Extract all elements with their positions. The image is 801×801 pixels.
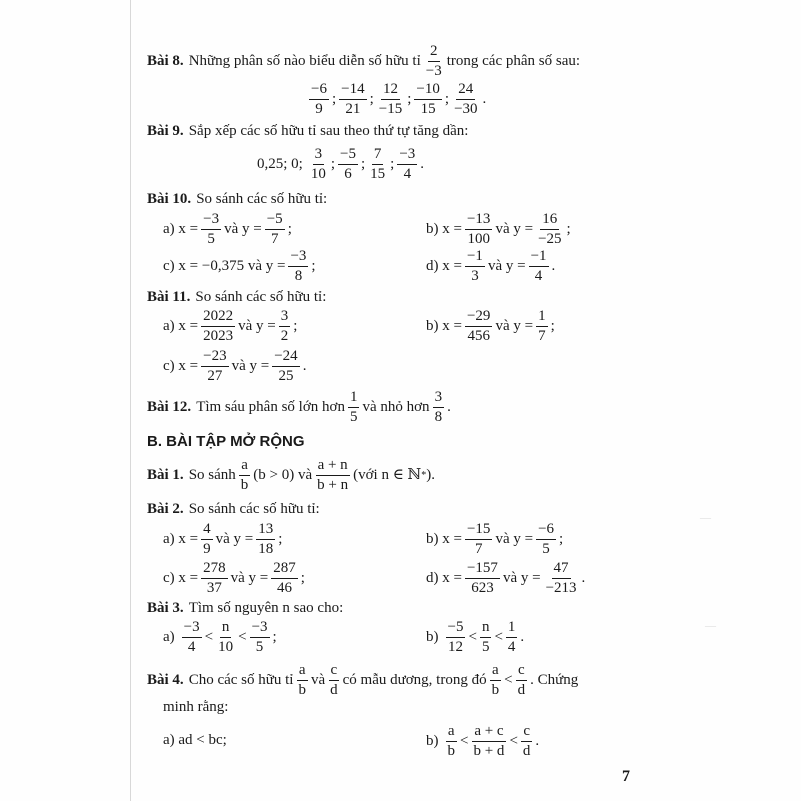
fraction: $\frac{-5}{12}$ [447, 619, 464, 655]
exercise-11-heading: Bài 11. So sánh các số hữu tỉ: [147, 289, 327, 305]
fraction: $\frac{12}{-15}$ [378, 81, 403, 117]
fraction: $\frac{a + n}{b + n}$ [317, 457, 349, 493]
fraction: $\frac{a}{b}$ [491, 662, 500, 698]
fraction: $\frac{-24}{25}$ [274, 348, 298, 384]
fraction: $\frac{-5}{7}$ [266, 211, 283, 247]
fraction: $\frac{-3}{8}$ [290, 248, 307, 284]
exercise-10b: b) x = $\frac{-13}{100}$ và y = $\frac{16}{-25}$ ; [426, 211, 571, 247]
fraction: $\frac{-29}{456}$ [466, 308, 491, 344]
exercise-12: Bài 12. Tìm sáu phân số lớn hơn $\frac{1}{5}$ và nhỏ hơn $\frac{3}{8}$ . [147, 389, 451, 425]
exercise-11a: a) x = $\frac{2022}{2023}$ và y = $\frac{3}{2}$ ; [163, 308, 298, 344]
fraction: $\frac{3}{8}$ [434, 389, 443, 425]
fraction: $\frac{3}{10}$ [310, 146, 326, 182]
ext-exercise-1: Bài 1. So sánh $\frac{a}{b}$ (b > 0) và $\frac{a + n}{b + n}$ (với n ∈ ℕ * ). [147, 457, 436, 493]
ext-exercise-3-heading: Bài 3. Tìm số nguyên n sao cho: [147, 600, 344, 616]
fraction: $\frac{c}{d}$ [330, 662, 338, 698]
fraction: $\frac{-23}{27}$ [203, 348, 227, 384]
ext-exercise-4-line2: minh rằng: [163, 699, 229, 715]
fraction: $\frac{-6}{9}$ [311, 81, 327, 117]
fraction: $\frac{-10}{15}$ [416, 81, 440, 117]
fraction: $\frac{-3}{4}$ [399, 146, 416, 182]
ext-exercise-4a: a) ad < bc; [163, 732, 227, 748]
ext-exercise-4-heading: Bài 4. Cho các số hữu tỉ $\frac{a}{b}$ và $\frac{c}{d}$ có mẫu dương, trong đó $\frac{a}{b}$ < $\frac{c}{d}$ . Chứng [147, 662, 579, 698]
ext-exercise-3a: a) $\frac{-3}{4}$ < $\frac{n}{10}$ < $\frac{-3}{5}$ ; [163, 619, 277, 655]
ext-exercise-4b: b) $\frac{a}{b}$ < $\frac{a + c}{b + d}$ < $\frac{c}{d}$ . [426, 723, 540, 759]
fraction: $\frac{-157}{623}$ [466, 560, 498, 596]
fraction: $\frac{13}{18}$ [258, 521, 274, 557]
fraction: $\frac{1}{5}$ [349, 389, 358, 425]
fraction: $\frac{278}{37}$ [203, 560, 226, 596]
fraction: $\frac{24}{-30}$ [454, 81, 478, 117]
fraction: $\frac{c}{d}$ [522, 723, 531, 759]
exercise-8-fraction-list: $\frac{-6}{9}$ ; $\frac{-14}{21}$ ; $\frac{12}{-15}$ ; $\frac{-10}{15}$ ; $\frac{24}{-30}$ . [311, 81, 487, 117]
ext-exercise-2a: a) x = $\frac{4}{9}$ và y = $\frac{13}{18}$ ; [163, 521, 283, 557]
fraction: $\frac{-1}{3}$ [466, 248, 483, 284]
fraction: $\frac{47}{-213}$ [545, 560, 577, 596]
bleed-through-mark: — [705, 620, 716, 632]
exercise-10d: d) x = $\frac{-1}{3}$ và y = $\frac{-1}{4}$ . [426, 248, 556, 284]
fraction: $\frac{-3}{4}$ [183, 619, 200, 655]
fraction: $\frac{a + c}{b + d}$ [473, 723, 505, 759]
exercise-10-heading: Bài 10. So sánh các số hữu tỉ: [147, 191, 328, 207]
exercise-11b: b) x = $\frac{-29}{456}$ và y = $\frac{1}{7}$ ; [426, 308, 555, 344]
exercise-10a: a) x = $\frac{-3}{5}$ và y = $\frac{-5}{7}$ ; [163, 211, 292, 247]
fraction: $\frac{2}{-3}$ [425, 43, 442, 79]
ext-exercise-3b: b) $\frac{-5}{12}$ < $\frac{n}{5}$ < $\frac{1}{4}$ . [426, 619, 525, 655]
fraction: $\frac{a}{b}$ [240, 457, 249, 493]
section-b-title: B. BÀI TẬP MỞ RỘNG [147, 433, 305, 450]
fraction: $\frac{287}{46}$ [273, 560, 296, 596]
fraction: $\frac{n}{5}$ [481, 619, 490, 655]
fraction: $\frac{4}{9}$ [203, 521, 211, 557]
ext-exercise-2b: b) x = $\frac{-15}{7}$ và y = $\frac{-6}{5}$ ; [426, 521, 564, 557]
fraction: $\frac{-6}{5}$ [538, 521, 555, 557]
fraction: $\frac{-13}{100}$ [466, 211, 491, 247]
ext-exercise-2d: d) x = $\frac{-157}{623}$ và y = $\frac{47}{-213}$ . [426, 560, 586, 596]
fraction: $\frac{-15}{7}$ [466, 521, 491, 557]
fraction: $\frac{1}{7}$ [538, 308, 546, 344]
ext-exercise-2c: c) x = $\frac{278}{37}$ và y = $\frac{287}{46}$ ; [163, 560, 305, 596]
fraction: $\frac{16}{-25}$ [538, 211, 562, 247]
fraction: $\frac{n}{10}$ [218, 619, 234, 655]
fraction: $\frac{a}{b}$ [447, 723, 455, 759]
exercise-11c: c) x = $\frac{-23}{27}$ và y = $\frac{-24}{25}$ . [163, 348, 307, 384]
fraction: $\frac{c}{d}$ [517, 662, 526, 698]
ext-exercise-2-heading: Bài 2. So sánh các số hữu tỉ: [147, 501, 320, 517]
fraction: $\frac{-5}{6}$ [340, 146, 356, 182]
exercise-9-heading: Bài 9. Sắp xếp các số hữu tỉ sau theo thứ tự tăng dần: [147, 123, 469, 139]
fraction: $\frac{2022}{2023}$ [203, 308, 234, 344]
page-spine-edge [130, 0, 131, 801]
fraction: $\frac{-3}{5}$ [251, 619, 268, 655]
fraction: $\frac{7}{15}$ [370, 146, 386, 182]
page-number: 7 [622, 768, 630, 785]
fraction: $\frac{3}{2}$ [280, 308, 289, 344]
exercise-9-list: 0,25; 0; $\frac{3}{10}$ ; $\frac{-5}{6}$ ; $\frac{7}{15}$ ; $\frac{-3}{4}$ . [257, 146, 425, 182]
exercise-10c: c) x = −0,375 và y = $\frac{-3}{8}$ ; [163, 248, 316, 284]
fraction: $\frac{-14}{21}$ [341, 81, 365, 117]
bleed-through-mark: — [700, 512, 711, 524]
fraction: $\frac{a}{b}$ [298, 662, 306, 698]
fraction: $\frac{-1}{4}$ [530, 248, 547, 284]
exercise-8-heading: Bài 8. Những phân số nào biểu diễn số hữu tỉ $\frac{2}{-3}$ trong các phân số sau: [147, 43, 581, 79]
fraction: $\frac{-3}{5}$ [203, 211, 220, 247]
fraction: $\frac{1}{4}$ [507, 619, 516, 655]
